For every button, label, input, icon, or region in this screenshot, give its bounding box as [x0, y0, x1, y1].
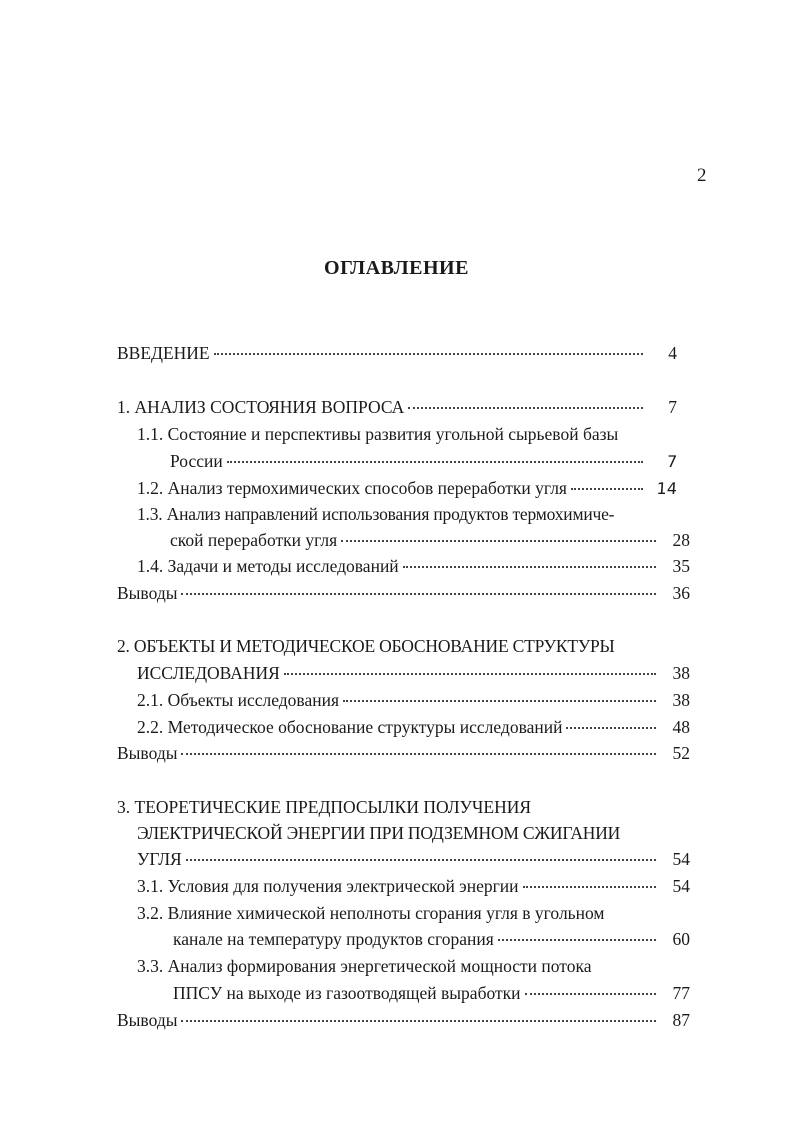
- leader-dots: [214, 353, 643, 355]
- leader-dots: [408, 407, 643, 409]
- toc-page: 87: [672, 1010, 690, 1030]
- leader-dots: [181, 753, 656, 755]
- toc-entry-1-1-line1: 1.1. Состояние и перспективы развития угольной сырьевой базы: [137, 424, 619, 444]
- toc-page: 48: [672, 717, 690, 737]
- leader-dots: [523, 886, 657, 888]
- toc-entry-2-2: [137, 714, 690, 740]
- toc-page: 35: [672, 556, 690, 576]
- leader-dots: [284, 673, 656, 675]
- toc-page: 28: [672, 530, 690, 550]
- toc-entry-1-4: [137, 553, 690, 579]
- toc-page: 77: [672, 983, 690, 1003]
- leader-dots: [566, 727, 656, 729]
- toc-page: 38: [672, 690, 690, 710]
- toc-label: ской переработки угля: [170, 530, 338, 550]
- toc-page: 54: [672, 849, 690, 869]
- toc-page-handwritten: 7: [666, 452, 678, 471]
- leader-dots: [181, 593, 656, 595]
- toc-label: Выводы: [117, 1010, 178, 1030]
- toc-label: 2.1. Объекты исследования: [137, 690, 340, 710]
- leader-dots: [181, 1020, 656, 1022]
- leader-dots: [343, 700, 656, 702]
- toc-page: 36: [672, 583, 690, 603]
- leader-dots: [341, 540, 656, 542]
- toc-entry-3-2-line1: 3.2. Влияние химической неполноты сгорания угля в угольном: [137, 903, 605, 923]
- toc-label: ВВЕДЕНИЕ: [117, 343, 210, 363]
- leader-dots: [186, 859, 656, 861]
- toc-label: ИССЛЕДОВАНИЯ: [137, 663, 280, 683]
- toc-entry-chapter-1: [117, 394, 677, 420]
- toc-label: 1.2. Анализ термохимических способов переработки угля: [137, 478, 567, 498]
- toc-entry-conclusions-2: [117, 740, 690, 766]
- toc-page: 60: [672, 929, 690, 949]
- toc-label: 1. АНАЛИЗ СОСТОЯНИЯ ВОПРОСА: [117, 397, 405, 417]
- toc-page: 7: [668, 397, 677, 417]
- toc-label: 3.1. Условия для получения электрической энергии: [137, 876, 519, 896]
- toc-label: канале на температуру продуктов сгорания: [173, 929, 494, 949]
- toc-label: России: [170, 451, 223, 471]
- toc-page: 54: [672, 876, 690, 896]
- toc-label: УГЛЯ: [137, 849, 182, 869]
- toc-entry-3-2: [173, 926, 690, 952]
- toc-page: 38: [672, 663, 690, 683]
- toc-entry-2-1: [137, 687, 690, 713]
- toc-label: Выводы: [117, 743, 178, 763]
- toc-entry-conclusions-3: [117, 1007, 690, 1033]
- toc-entry-chapter-3-line1: 3. ТЕОРЕТИЧЕСКИЕ ПРЕДПОСЫЛКИ ПОЛУЧЕНИЯ: [117, 797, 532, 817]
- toc-label: 2.2. Методическое обоснование структуры исследований: [137, 717, 563, 737]
- page-title: ОГЛАВЛЕНИЕ: [324, 257, 469, 279]
- toc-entry-1-2: [137, 475, 677, 501]
- toc-entry-3-3: [173, 980, 690, 1006]
- toc-page-handwritten: 14: [656, 479, 678, 498]
- page-number: 2: [697, 165, 707, 186]
- toc-entry-intro: [117, 340, 677, 366]
- leader-dots: [227, 461, 643, 463]
- toc-entry-chapter-2: [137, 660, 690, 686]
- toc-label: 1.4. Задачи и методы исследований: [137, 556, 399, 576]
- toc-entry-chapter-2-line1: 2. ОБЪЕКТЫ И МЕТОДИЧЕСКОЕ ОБОСНОВАНИЕ СТРУКТУРЫ: [117, 636, 615, 656]
- leader-dots: [498, 939, 656, 941]
- toc-label: Выводы: [117, 583, 178, 603]
- toc-label: ППСУ на выходе из газоотводящей выработки: [173, 983, 521, 1003]
- toc-entry-1-3-line1: 1.3. Анализ направлений использования продуктов термохимиче-: [137, 504, 615, 524]
- leader-dots: [403, 566, 656, 568]
- leader-dots: [571, 488, 643, 490]
- toc-page: 4: [668, 343, 677, 363]
- toc-entry-conclusions-1: [117, 580, 690, 606]
- toc-entry-1-3: [170, 527, 690, 553]
- leader-dots: [525, 993, 656, 995]
- toc-entry-chapter-3-line2: ЭЛЕКТРИЧЕСКОЙ ЭНЕРГИИ ПРИ ПОДЗЕМНОМ СЖИГАНИИ: [137, 823, 621, 843]
- toc-page: 52: [672, 743, 690, 763]
- toc-entry-chapter-3: [137, 846, 690, 872]
- toc-entry-3-3-line1: 3.3. Анализ формирования энергетической мощности потока: [137, 956, 592, 976]
- toc-entry-1-1: [170, 448, 677, 474]
- toc-entry-3-1: [137, 873, 690, 899]
